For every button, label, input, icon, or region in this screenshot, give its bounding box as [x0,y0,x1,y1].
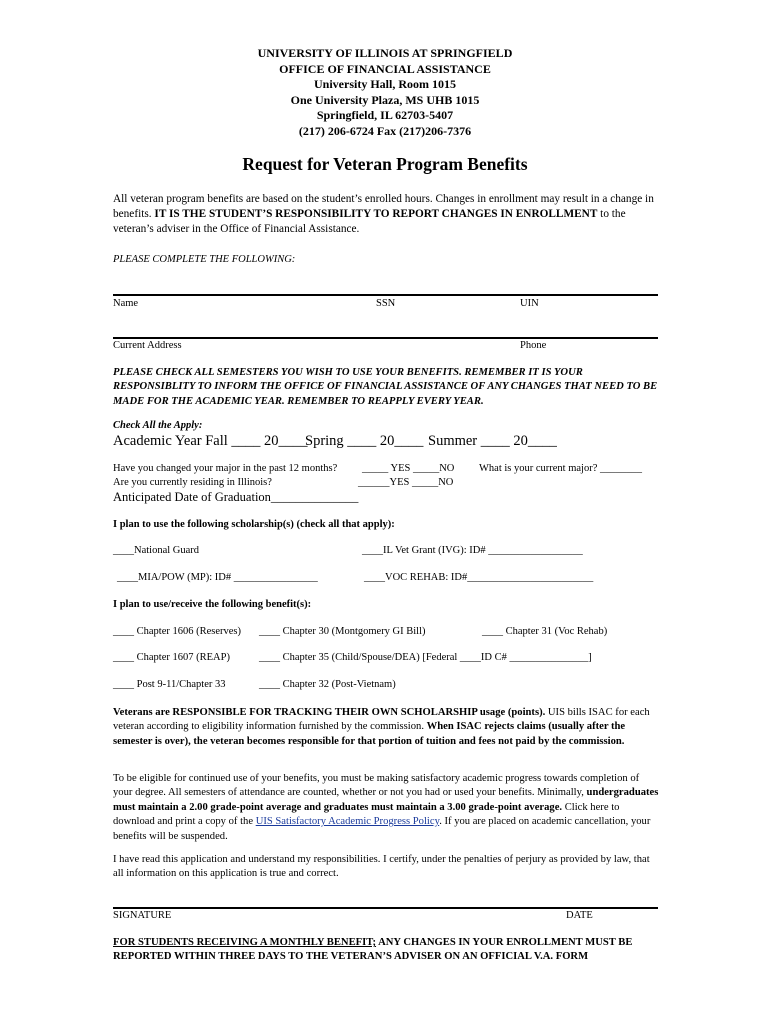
eligibility-gpa-bold: undergraduates must maintain a 2.00 grade-point average and graduates must maintain a 3.00 grade-point average. [113,787,659,813]
semester-notice: PLEASE CHECK ALL SEMESTERS YOU WISH TO USE YOUR BENEFITS. REMEMBER IT IS YOUR RESPONSIBLITY TO INFORM THE OFFICE OF FINANCIAL ASSISTANCE OF ANY CHANGES THAT NEED TO BE MADE FOR THE ACADEMIC YEAR. REMEMBER TO REAPPLY EVERY YEAR. [113,367,658,407]
academic-year-fall[interactable]: Academic Year Fall ____ 20____ [113,433,308,449]
uin-label: UIN [520,298,539,309]
academic-year-spring[interactable]: Spring ____ 20____ [305,433,424,449]
name-label: Name [113,298,139,309]
isac-text: UIS bills ISAC for each veteran according to eligibility information furnished by the commission. [113,707,650,733]
header-phone-fax: (217) 206-6724 Fax (217)206-7376 [298,123,472,138]
mia-pow-option[interactable]: ____MIA/POW (MP): ID# ________________ [117,572,318,583]
major-yes-no[interactable]: _____ YES _____NO [362,463,455,474]
current-major-field[interactable]: What is your current major? ________ [479,463,642,474]
voc-rehab-option[interactable]: ____VOC REHAB: ID#________________________ [364,572,594,583]
national-guard-option[interactable]: ____National Guard [113,545,200,556]
scholarship-heading: I plan to use the following scholarship(s) (check all that apply): [113,519,395,530]
monthly-benefit-notice [113,936,661,965]
major-question: Have you changed your major in the past 12 months? [113,463,338,474]
address-label: Current Address [113,340,182,351]
name-ssn-uin-line[interactable] [113,294,658,296]
illinois-yes-no[interactable]: ______YES _____NO [358,477,454,488]
address-phone-line[interactable] [113,337,658,339]
monthly-notice-underlined: FOR STUDENTS RECEIVING A MONTHLY BENEFIT; [113,937,377,948]
certification-paragraph: I have read this application and understand my responsibilities. I certify, under the penalties of perjury as provided by law, that all information on this application is true and correct. [113,854,650,880]
post-911-option[interactable]: ____ Post 9-11/Chapter 33 [113,679,226,690]
monthly-notice-rest: ANY CHANGES IN YOUR ENROLLMENT MUST BE REPORTED WITHIN THREE DAYS TO THE VETERAN’S ADVISER ON AN OFFICIAL V.A. FORM [113,937,633,963]
signature-line[interactable] [113,907,658,909]
isac-bold-tail: When ISAC rejects claims (usually after the semester is over), the veteran becomes responsible for that portion of tuition and fees not paid by the commission. [113,721,626,747]
chapter-1606-option[interactable]: ____ Chapter 1606 (Reserves) [113,626,242,637]
intro-paragraph [113,192,661,238]
graduation-date-field[interactable]: Anticipated Date of Graduation______________ [113,490,359,504]
eligibility-download-text: Click here to download and print a copy of the [113,801,620,828]
ivg-option[interactable]: ____IL Vet Grant (IVG): ID# __________________ [362,545,583,556]
signature-label: SIGNATURE [113,910,172,921]
isac-paragraph [113,706,661,749]
header-university: UNIVERSITY OF ILLINOIS AT SPRINGFIELD [257,46,513,60]
chapter-1607-option[interactable]: ____ Chapter 1607 (REAP) [113,652,230,663]
date-label: DATE [566,910,593,921]
isac-bold-lead: Veterans are RESPONSIBLE FOR TRACKING THEIR OWN SCHOLARSHIP usage (points). [113,707,546,718]
intro-text-end: to the veteran’s adviser in the Office of Financial Assistance. [113,208,626,236]
chapter-30-option[interactable]: ____ Chapter 30 (Montgomery GI Bill) [259,626,426,637]
intro-bold: IT IS THE STUDENT’S RESPONSIBILITY TO REPORT CHANGES IN ENROLLMENT [154,208,598,221]
office-header [0,46,770,139]
header-street: One University Plaza, MS UHB 1015 [290,92,480,107]
header-room: University Hall, Room 1015 [314,77,456,91]
academic-year-summer[interactable]: Summer ____ 20____ [428,433,557,449]
eligibility-text-end: . If you are placed on academic cancellation, your benefits will be suspended. [113,816,651,842]
sap-policy-link[interactable]: UIS Satisfactory Academic Progress Policy [255,816,440,828]
header-office: OFFICE OF FINANCIAL ASSISTANCE [279,61,491,76]
page-title: Request for Veteran Program Benefits [242,154,528,174]
eligibility-text: To be eligible for continued use of your benefits, you must be making satisfactory academic progress towards completion of your degree. All semesters of attendance are counted, whether or not you had or used your benefits. Minimally, [113,773,640,799]
eligibility-paragraph [113,772,661,844]
benefits-heading: I plan to use/receive the following benefit(s): [113,599,312,610]
header-city: Springfield, IL 62703-5407 [316,108,454,122]
intro-text: All veteran program benefits are based on the student’s enrolled hours. Changes in enrollment may result in a change in benefits. [113,193,654,221]
phone-label: Phone [520,340,547,351]
please-complete-label: PLEASE COMPLETE THE FOLLOWING: [113,254,296,265]
chapter-32-option[interactable]: ____ Chapter 32 (Post-Vietnam) [259,679,396,690]
chapter-35-option[interactable]: ____ Chapter 35 (Child/Spouse/DEA) [Federal ____ID C# _______________] [259,652,592,663]
chapter-31-option[interactable]: ____ Chapter 31 (Voc Rehab) [482,626,608,637]
illinois-question: Are you currently residing in Illinois? [113,477,272,488]
ssn-label: SSN [376,298,396,309]
check-all-label: Check All the Apply: [113,420,203,431]
